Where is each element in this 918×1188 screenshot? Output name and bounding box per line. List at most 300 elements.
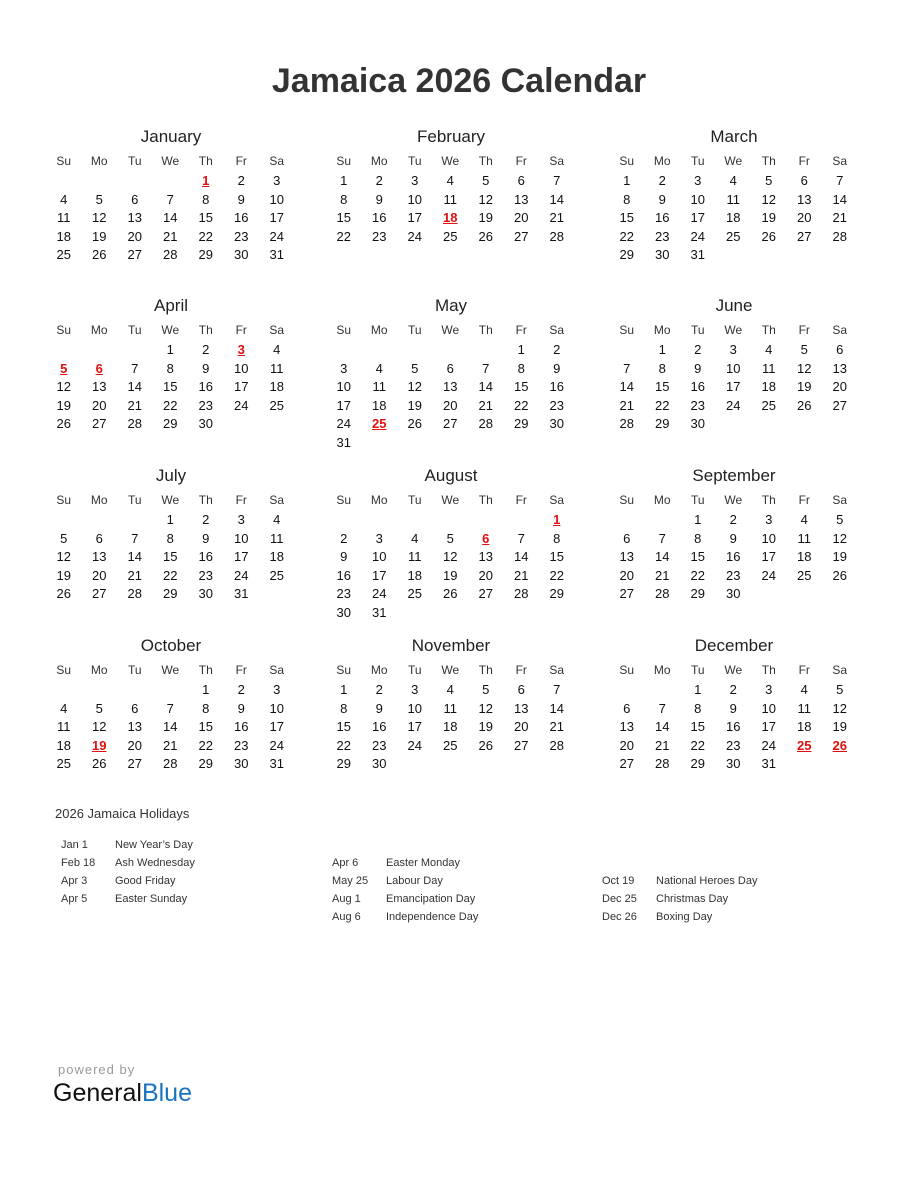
day-cell: 11 — [408, 549, 422, 564]
day-cell: 26 — [832, 567, 847, 583]
weekday-header: Sa — [832, 154, 848, 168]
day-cell: 22 — [198, 737, 213, 753]
day-cell: 10 — [407, 700, 422, 716]
day-cell: 26 — [797, 397, 812, 413]
day-cell: 16 — [234, 719, 249, 734]
day-cell: 8 — [553, 530, 561, 546]
day-cell: 24 — [234, 397, 249, 413]
day-cell: 2 — [237, 682, 245, 697]
empty-cell — [46, 511, 82, 530]
weekday-header: Mo — [90, 323, 108, 337]
day-cell: 7 — [836, 173, 844, 188]
day-cell: 19 — [407, 397, 422, 413]
day-cell: 8 — [340, 191, 348, 207]
day-cell: 13 — [127, 719, 142, 734]
weekday-header: Su — [336, 493, 352, 507]
month-days-grid — [609, 489, 859, 604]
day-cell: 8 — [694, 700, 702, 716]
empty-cell — [117, 681, 153, 700]
weekday-header: Th — [198, 663, 213, 677]
holiday-name: New Year’s Day — [115, 839, 193, 851]
holiday-date: Feb 18 — [61, 857, 96, 869]
weekday-header: Mo — [653, 323, 671, 337]
holiday-name: Boxing Day — [656, 911, 713, 923]
day-cell: 5 — [482, 682, 490, 697]
day-cell: 24 — [269, 737, 284, 753]
day-cell: 11 — [797, 530, 811, 546]
month-may — [326, 295, 576, 452]
day-cell: 15 — [163, 549, 178, 564]
generalblue-logo[interactable] — [53, 1079, 192, 1108]
day-cell: 4 — [800, 682, 808, 697]
month-name: December — [694, 636, 774, 655]
weekday-header: Fr — [235, 154, 247, 168]
holidays-title: 2026 Jamaica Holidays — [55, 806, 190, 821]
day-cell: 29 — [198, 247, 213, 262]
day-cell: 15 — [549, 549, 564, 564]
empty-cell — [397, 511, 433, 530]
weekday-header: Su — [56, 493, 72, 507]
weekday-header: We — [441, 663, 460, 677]
day-cell: 12 — [832, 700, 847, 716]
holiday-row — [61, 854, 321, 872]
day-cell: 10 — [761, 700, 776, 716]
day-cell: 11 — [57, 210, 71, 225]
day-cell: 9 — [694, 360, 702, 376]
day-cell: 19 — [832, 719, 847, 734]
holiday-date: Aug 1 — [332, 893, 361, 905]
day-cell: 28 — [163, 756, 178, 771]
weekday-header: Th — [761, 154, 776, 168]
month-days-grid — [326, 659, 576, 774]
month-name: August — [424, 466, 478, 485]
day-cell: 21 — [832, 210, 847, 225]
day-cell: 15 — [690, 549, 705, 564]
day-cell: 20 — [127, 737, 142, 753]
day-cell: 4 — [765, 342, 773, 357]
weekday-header: Sa — [549, 663, 565, 677]
day-cell: 19 — [478, 210, 493, 225]
day-cell: 9 — [237, 191, 245, 207]
day-cell: 10 — [234, 360, 249, 376]
day-cell: 14 — [549, 700, 564, 716]
day-cell: 7 — [166, 700, 174, 716]
day-cell: 14 — [163, 210, 178, 225]
day-cell: 11 — [762, 360, 776, 376]
day-cell: 3 — [765, 682, 773, 697]
holiday-row — [61, 872, 321, 890]
day-cell: 23 — [372, 228, 387, 244]
day-cell: 8 — [694, 530, 702, 546]
day-cell: 26 — [92, 247, 107, 262]
empty-cell — [153, 681, 189, 700]
day-cell: 3 — [340, 360, 348, 376]
day-cell: 12 — [761, 191, 776, 207]
day-cell: 15 — [619, 210, 634, 225]
empty-cell — [46, 172, 82, 191]
holiday-row — [61, 890, 321, 908]
day-cell: 24 — [761, 567, 776, 583]
day-cell: 10 — [761, 530, 776, 546]
day-cell: 21 — [655, 567, 670, 583]
month-april — [46, 295, 296, 434]
day-cell: 12 — [92, 210, 107, 225]
day-cell: 18 — [372, 397, 387, 413]
month-name: April — [153, 296, 188, 315]
day-cell: 17 — [372, 567, 387, 583]
weekday-header: Su — [619, 493, 635, 507]
empty-cell — [82, 511, 118, 530]
day-cell: 31 — [269, 247, 284, 262]
weekday-header: Mo — [370, 493, 388, 507]
day-cell: 11 — [270, 530, 284, 546]
day-cell: 8 — [202, 191, 210, 207]
day-cell: 13 — [127, 210, 142, 225]
weekday-header: Sa — [269, 493, 285, 507]
day-cell: 1 — [340, 682, 348, 697]
day-cell: 24 — [372, 586, 387, 601]
holiday-row — [332, 854, 592, 872]
weekday-header: Fr — [798, 493, 810, 507]
day-cell: 22 — [549, 567, 564, 583]
month-name: October — [140, 636, 202, 655]
day-cell: 30 — [372, 756, 387, 771]
day-cell: 22 — [690, 567, 705, 583]
day-cell: 16 — [690, 379, 705, 394]
day-cell: 28 — [478, 416, 493, 431]
holiday-name: National Heroes Day — [656, 875, 758, 887]
day-cell: 5 — [411, 360, 419, 376]
day-cell: 2 — [340, 530, 348, 546]
month-december — [609, 635, 859, 774]
day-cell: 31 — [234, 586, 249, 601]
day-cell: 18 — [56, 737, 71, 753]
day-cell: 13 — [92, 379, 107, 394]
day-cell: 5 — [482, 173, 490, 188]
holiday-name: Labour Day — [386, 875, 443, 887]
day-cell: 21 — [655, 737, 670, 753]
holiday-date: Apr 5 — [61, 893, 88, 905]
day-cell: 17 — [234, 379, 249, 394]
day-cell: 18 — [797, 719, 812, 734]
empty-cell — [468, 341, 504, 360]
holiday-day: 1 — [553, 512, 561, 527]
day-cell: 29 — [163, 586, 178, 601]
day-cell: 6 — [623, 700, 631, 716]
day-cell: 16 — [726, 719, 741, 734]
day-cell: 22 — [336, 737, 351, 753]
weekday-header: Sa — [269, 323, 285, 337]
holiday-day: 6 — [482, 530, 490, 546]
month-september — [609, 465, 859, 604]
weekday-header: Sa — [549, 493, 565, 507]
weekday-header: Mo — [370, 323, 388, 337]
day-cell: 22 — [336, 228, 351, 244]
weekday-header: Th — [478, 323, 493, 337]
day-cell: 11 — [372, 379, 386, 394]
day-cell: 4 — [800, 512, 808, 527]
month-name: June — [715, 296, 753, 315]
day-cell: 20 — [797, 210, 812, 225]
day-cell: 21 — [549, 719, 564, 734]
empty-cell — [117, 511, 153, 530]
weekday-header: Su — [336, 663, 352, 677]
empty-cell — [82, 681, 118, 700]
day-cell: 6 — [517, 682, 525, 697]
day-cell: 30 — [336, 604, 351, 620]
day-cell: 21 — [163, 228, 178, 244]
day-cell: 10 — [726, 360, 741, 376]
day-cell: 5 — [800, 342, 808, 357]
day-cell: 27 — [619, 586, 634, 601]
day-cell: 21 — [163, 737, 178, 753]
weekday-header: Su — [336, 323, 352, 337]
day-cell: 1 — [517, 342, 525, 357]
day-cell: 16 — [726, 549, 741, 564]
weekday-header: Fr — [798, 663, 810, 677]
day-cell: 7 — [553, 682, 561, 697]
holiday-row — [332, 908, 592, 926]
day-cell: 9 — [375, 700, 383, 716]
day-cell: 3 — [765, 512, 773, 527]
month-august — [326, 465, 576, 622]
day-cell: 27 — [443, 416, 458, 431]
month-name: July — [155, 466, 187, 485]
holiday-name: Emancipation Day — [386, 893, 476, 905]
empty-cell — [397, 341, 433, 360]
holiday-day: 1 — [202, 173, 210, 188]
weekday-header: Th — [761, 323, 776, 337]
empty-cell — [645, 511, 681, 530]
weekday-header: We — [161, 663, 180, 677]
day-cell: 12 — [797, 360, 812, 376]
day-cell: 14 — [832, 191, 847, 207]
holiday-name: Independence Day — [386, 911, 479, 923]
day-cell: 27 — [127, 756, 142, 771]
day-cell: 27 — [92, 416, 107, 431]
empty-cell — [362, 511, 398, 530]
empty-cell — [117, 172, 153, 191]
weekday-header: Mo — [370, 154, 388, 168]
day-cell: 1 — [166, 512, 174, 527]
day-cell: 11 — [797, 700, 811, 716]
weekday-header: Sa — [832, 663, 848, 677]
day-cell: 17 — [761, 549, 776, 564]
holiday-name: Easter Monday — [386, 857, 460, 869]
day-cell: 24 — [761, 737, 776, 753]
weekday-header: We — [441, 154, 460, 168]
day-cell: 27 — [92, 586, 107, 601]
day-cell: 1 — [658, 342, 666, 357]
weekday-header: Tu — [690, 154, 705, 168]
day-cell: 24 — [234, 567, 249, 583]
day-cell: 11 — [726, 191, 740, 207]
day-cell: 7 — [166, 191, 174, 207]
day-cell: 19 — [92, 228, 107, 244]
day-cell: 2 — [658, 173, 666, 188]
month-october — [46, 635, 296, 774]
day-cell: 6 — [836, 342, 844, 357]
weekday-header: Tu — [127, 154, 142, 168]
weekday-header: Mo — [90, 154, 108, 168]
day-cell: 6 — [131, 700, 139, 716]
day-cell: 16 — [372, 719, 387, 734]
day-cell: 22 — [619, 228, 634, 244]
day-cell: 2 — [375, 173, 383, 188]
holiday-name: Good Friday — [115, 875, 176, 887]
day-cell: 23 — [726, 737, 741, 753]
weekday-header: Su — [336, 154, 352, 168]
holiday-date: Jan 1 — [61, 839, 88, 851]
weekday-header: Tu — [690, 663, 705, 677]
day-cell: 18 — [797, 549, 812, 564]
month-days-grid — [326, 319, 576, 452]
empty-cell — [504, 511, 540, 530]
day-cell: 27 — [127, 247, 142, 262]
day-cell: 8 — [517, 360, 525, 376]
weekday-header: Sa — [832, 323, 848, 337]
day-cell: 16 — [549, 379, 564, 394]
day-cell: 30 — [690, 416, 705, 431]
weekday-header: Tu — [690, 323, 705, 337]
holiday-row — [602, 890, 862, 908]
day-cell: 8 — [166, 360, 174, 376]
day-cell: 21 — [619, 397, 634, 413]
weekday-header: Sa — [549, 154, 565, 168]
weekday-header: We — [724, 323, 743, 337]
day-cell: 16 — [234, 210, 249, 225]
weekday-header: Su — [56, 663, 72, 677]
day-cell: 4 — [411, 530, 419, 546]
day-cell: 28 — [832, 228, 847, 244]
day-cell: 7 — [658, 700, 666, 716]
day-cell: 26 — [56, 586, 71, 601]
day-cell: 19 — [478, 719, 493, 734]
day-cell: 28 — [127, 586, 142, 601]
holiday-day: 3 — [237, 342, 245, 357]
holiday-name: Easter Sunday — [115, 893, 188, 905]
day-cell: 23 — [336, 586, 351, 601]
day-cell: 23 — [234, 228, 249, 244]
day-cell: 2 — [202, 512, 210, 527]
empty-cell — [326, 511, 362, 530]
day-cell: 13 — [92, 549, 107, 564]
day-cell: 30 — [726, 756, 741, 771]
month-days-grid — [46, 319, 296, 434]
day-cell: 24 — [407, 228, 422, 244]
weekday-header: Tu — [127, 663, 142, 677]
day-cell: 10 — [372, 549, 387, 564]
month-february — [326, 126, 576, 246]
day-cell: 3 — [375, 530, 383, 546]
day-cell: 28 — [549, 228, 564, 244]
empty-cell — [117, 341, 153, 360]
holiday-row — [332, 872, 592, 890]
day-cell: 18 — [726, 210, 741, 225]
weekday-header: Fr — [235, 493, 247, 507]
holiday-column — [602, 872, 862, 926]
brand-blue: Blue — [141, 1079, 192, 1107]
day-cell: 12 — [56, 549, 71, 564]
month-days-grid — [46, 659, 296, 774]
day-cell: 14 — [619, 379, 634, 394]
holiday-row — [61, 836, 321, 854]
day-cell: 10 — [407, 191, 422, 207]
day-cell: 1 — [340, 173, 348, 188]
day-cell: 16 — [198, 379, 213, 394]
day-cell: 23 — [198, 397, 213, 413]
weekday-header: We — [724, 663, 743, 677]
day-cell: 22 — [163, 567, 178, 583]
day-cell: 13 — [619, 719, 634, 734]
weekday-header: Tu — [690, 493, 705, 507]
day-cell: 2 — [729, 512, 737, 527]
day-cell: 10 — [234, 530, 249, 546]
month-november — [326, 635, 576, 774]
day-cell: 20 — [619, 737, 634, 753]
day-cell: 26 — [478, 737, 493, 753]
weekday-header: Sa — [549, 323, 565, 337]
weekday-header: Th — [198, 323, 213, 337]
day-cell: 1 — [202, 682, 210, 697]
day-cell: 20 — [443, 397, 458, 413]
day-cell: 26 — [443, 586, 458, 601]
empty-cell — [433, 511, 469, 530]
day-cell: 29 — [690, 756, 705, 771]
day-cell: 16 — [336, 567, 351, 583]
weekday-header: Fr — [798, 154, 810, 168]
day-cell: 30 — [655, 247, 670, 262]
month-days-grid — [326, 489, 576, 622]
weekday-header: Fr — [515, 663, 527, 677]
day-cell: 4 — [273, 342, 281, 357]
weekday-header: Mo — [90, 663, 108, 677]
day-cell: 15 — [655, 379, 670, 394]
day-cell: 9 — [658, 191, 666, 207]
day-cell: 27 — [832, 397, 847, 413]
day-cell: 4 — [446, 173, 454, 188]
holiday-day: 19 — [92, 737, 107, 753]
holiday-row — [602, 872, 862, 890]
weekday-header: Sa — [269, 663, 285, 677]
weekday-header: Mo — [653, 663, 671, 677]
day-cell: 19 — [443, 567, 458, 583]
weekday-header: Tu — [127, 493, 142, 507]
weekday-header: Su — [56, 323, 72, 337]
day-cell: 3 — [273, 682, 281, 697]
day-cell: 20 — [92, 567, 107, 583]
weekday-header: Fr — [235, 323, 247, 337]
weekday-header: Sa — [269, 154, 285, 168]
day-cell: 27 — [797, 228, 812, 244]
day-cell: 22 — [514, 397, 529, 413]
day-cell: 30 — [549, 416, 564, 431]
day-cell: 14 — [655, 719, 670, 734]
day-cell: 7 — [131, 530, 139, 546]
empty-cell — [326, 341, 362, 360]
empty-cell — [153, 172, 189, 191]
holiday-column — [332, 854, 592, 926]
day-cell: 7 — [131, 360, 139, 376]
weekday-header: We — [161, 154, 180, 168]
day-cell: 5 — [95, 700, 103, 716]
weekday-header: Th — [198, 154, 213, 168]
holiday-date: Apr 3 — [61, 875, 88, 887]
day-cell: 29 — [619, 247, 634, 262]
day-cell: 6 — [446, 360, 454, 376]
day-cell: 9 — [202, 530, 210, 546]
day-cell: 30 — [726, 586, 741, 601]
